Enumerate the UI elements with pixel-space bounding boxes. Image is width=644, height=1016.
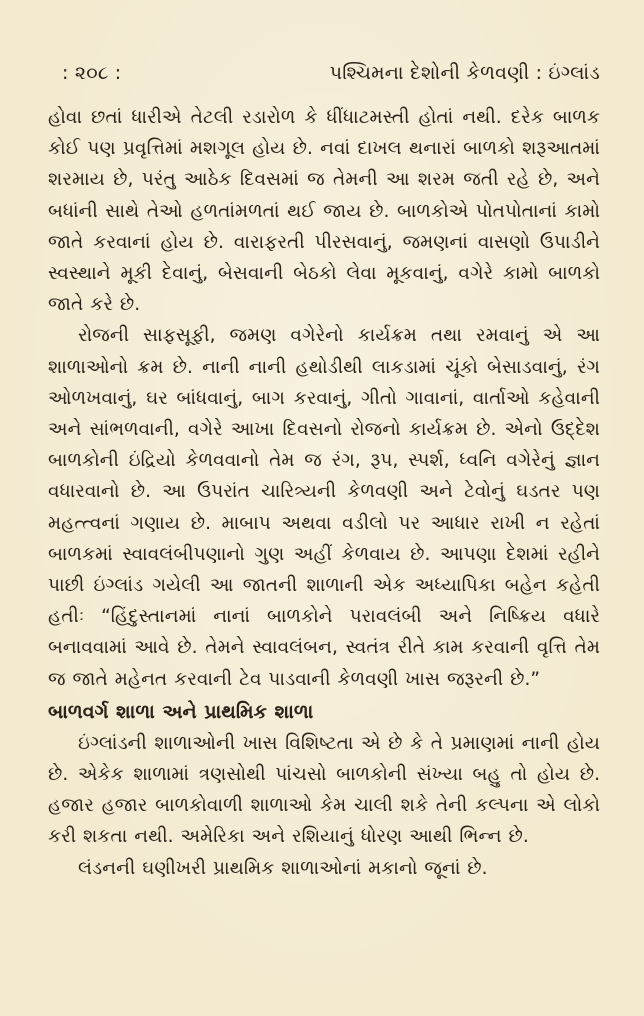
paragraph-school-size: ઇંગ્લાંડની શાળાઓની ખાસ વિશિષ્ટતા એ છે કે તે પ્રમાણમાં નાની હોય છે. એકેક શાળામાં ત્રણસોથી પાંચસો બાળકોની સંખ્યા બહુ તો હોય છે. હજાર હજાર બાળકોવાળી શાળાઓ કેમ ચાલી શકે તેની કલ્પના એ લોકો કરી શકતા નથી. અમેરિકા અને રશિયાનું ધોરણ આથી ભિન્ન છે. <box>48 732 600 848</box>
paragraph-daily-routine: રોજની સાફસૂફી, જમણ વગેરેનો કાર્યક્રમ તથા રમવાનું એ આ શાળાઓનો ક્રમ છે. નાની નાની હથોડીથી લાકડામાં ચૂંકો બેસાડવાનું, રંગ ઓળખવાનું, ઘર બાંધવાનું, બાગ કરવાનું, ગીતો ગાવાનાં, વાર્તાઓ કહેવાની અને સાંભળવાની, વગેરે આખા દિવસનો રોજનો કાર્યક્રમ છે. એનો ઉદ્દેશ બાળકોની ઇંદ્રિયો કેળવવાનો તેમ જ રંગ, રૂપ, સ્પર્શ, ધ્વનિ વગેરેનું જ્ઞાન વધારવાનો છે. આ ઉપરાંત ચારિત્ર્યની કેળવણી અને ટેવોનું ઘડતર પણ મહત્ત્વનાં ગણાય છે. માબાપ અથવા વડીલો પર આધાર રાખી ન રહેતાં બાળકમાં સ્વાવલંબીપણાનો ગુણ અહીં કેળવાય છે. આપણા દેશમાં રહીને પાછી ઇંગ્લાંડ ગયેલી આ જાતની શાળાની એક અધ્યાપિકા બહેન કહેતી હતીઃ “હિંદુસ્તાનમાં નાનાં બાળકોને પરાવલંબી અને નિષ્ક્રિય વધારે બનાવવામાં આવે છે. તેમને સ્વાવલંબન, સ્વતંત્ર રીતે કામ કરવાની વૃત્તિ તેમ જ જાતે મહેનત કરવાની ટેવ પાડવાની કેળવણી ખાસ જરૂરની છે.” <box>48 325 600 690</box>
paragraph-london-schools: લંડનની ઘણીખરી પ્રાથમિક શાળાઓનાં મકાનો જૂનાં છે. <box>78 857 488 879</box>
body-text <box>48 102 600 884</box>
paragraph-continued: હોવા છતાં ધારીએ તેટલી રડારોળ કે ધીંધાટમસ્તી હોતાં નથી. દરેક બાળક કોઈ પણ પ્રવૃત્તિમાં મશગૂલ હોય છે. નવાં દાખલ થનારાં બાળકો શરૂઆતમાં શરમાય છે, પરંતુ આઠેક દિવસમાં જ તેમની આ શરમ જતી રહે છે, અને બધાંની સાથે તેઓ હળતાંમળતાં થઈ જાય છે. બાળકોએ પોતપોતાનાં કામો જાતે કરવાનાં હોય છે. વારાફરતી પીરસવાનું, જમણનાં વાસણો ઉપાડીને સ્વસ્થાને મૂકી દેવાનું, બેસવાની બેઠકો લેવા મૂકવાનું, વગેરે કામો બાળકો જાતે કરે છે. <box>48 107 600 316</box>
page-number: : ૨૦૮ : <box>62 62 122 84</box>
page-header <box>48 62 600 84</box>
running-title: પશ્ચિમના દેશોની કેળવણી : ઇંગ્લાંડ <box>329 62 600 84</box>
section-heading: બાળવર્ગ શાળા અને પ્રાથમિક શાળા <box>48 700 314 723</box>
